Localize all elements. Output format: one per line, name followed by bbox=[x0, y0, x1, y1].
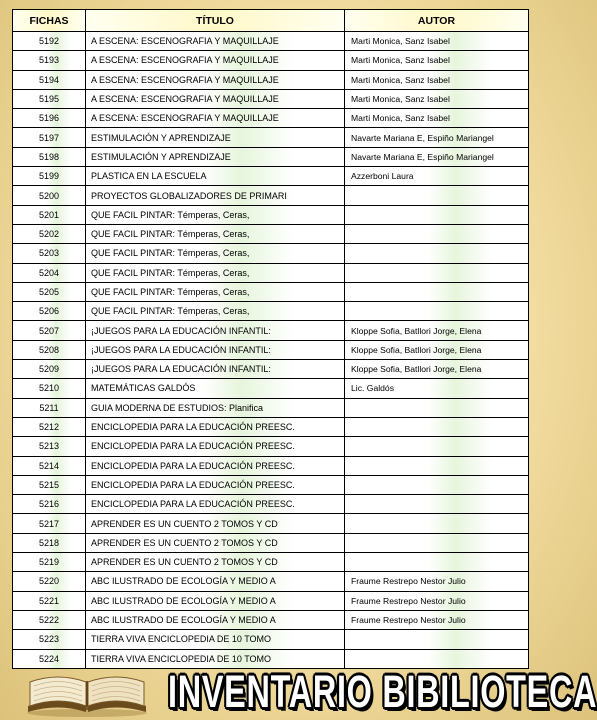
inventory-table bbox=[12, 9, 529, 669]
cell-autor bbox=[345, 456, 529, 475]
cell-ficha: 5218 bbox=[13, 533, 86, 552]
cell-ficha: 5211 bbox=[13, 398, 86, 417]
cell-ficha: 5193 bbox=[13, 51, 86, 70]
cell-titulo: QUE FACIL PINTAR: Témperas, Ceras, bbox=[86, 244, 345, 263]
cell-autor bbox=[345, 495, 529, 514]
cell-autor: Navarte Mariana E, Espiño Mariangel bbox=[345, 147, 529, 166]
cell-titulo: ¡JUEGOS PARA LA EDUCACIÓN INFANTIL: bbox=[86, 340, 345, 359]
table-row bbox=[13, 282, 529, 301]
cell-autor: Marti Monica, Sanz Isabel bbox=[345, 70, 529, 89]
cell-titulo: TIERRA VIVA ENCICLOPEDIA DE 10 TOMO bbox=[86, 630, 345, 649]
cell-ficha: 5221 bbox=[13, 591, 86, 610]
table-row bbox=[13, 128, 529, 147]
table-row bbox=[13, 224, 529, 243]
cell-autor: Fraume Restrepo Nestor Julio bbox=[345, 572, 529, 591]
cell-titulo: QUE FACIL PINTAR: Témperas, Ceras, bbox=[86, 263, 345, 282]
cell-ficha: 5205 bbox=[13, 282, 86, 301]
cell-titulo: ABC ILUSTRADO DE ECOLOGÍA Y MEDIO A bbox=[86, 610, 345, 629]
cell-titulo: ESTIMULACIÓN Y APRENDIZAJE bbox=[86, 147, 345, 166]
cell-ficha: 5217 bbox=[13, 514, 86, 533]
cell-ficha: 5219 bbox=[13, 553, 86, 572]
cell-titulo: ENCICLOPEDIA PARA LA EDUCACIÓN PREESC. bbox=[86, 475, 345, 494]
cell-autor: Lic. Galdós bbox=[345, 379, 529, 398]
table-row bbox=[13, 379, 529, 398]
cell-autor bbox=[345, 553, 529, 572]
table-row bbox=[13, 495, 529, 514]
cell-titulo: ENCICLOPEDIA PARA LA EDUCACIÓN PREESC. bbox=[86, 437, 345, 456]
cell-autor: Fraume Restrepo Nestor Julio bbox=[345, 610, 529, 629]
table-row bbox=[13, 417, 529, 436]
cell-titulo: ESTIMULACIÓN Y APRENDIZAJE bbox=[86, 128, 345, 147]
cell-titulo: ABC ILUSTRADO DE ECOLOGÍA Y MEDIO A bbox=[86, 591, 345, 610]
cell-titulo: TIERRA VIVA ENCICLOPEDIA DE 10 TOMO bbox=[86, 649, 345, 668]
table-row bbox=[13, 51, 529, 70]
table-row bbox=[13, 302, 529, 321]
cell-autor bbox=[345, 630, 529, 649]
table-row bbox=[13, 475, 529, 494]
cell-ficha: 5204 bbox=[13, 263, 86, 282]
cell-titulo: GUIA MODERNA DE ESTUDIOS: Planifica bbox=[86, 398, 345, 417]
table-row bbox=[13, 205, 529, 224]
cell-ficha: 5223 bbox=[13, 630, 86, 649]
cell-ficha: 5222 bbox=[13, 610, 86, 629]
cell-ficha: 5196 bbox=[13, 109, 86, 128]
cell-autor bbox=[345, 263, 529, 282]
table-row bbox=[13, 32, 529, 51]
cell-titulo: APRENDER ES UN CUENTO 2 TOMOS Y CD bbox=[86, 553, 345, 572]
cell-ficha: 5194 bbox=[13, 70, 86, 89]
table-row bbox=[13, 572, 529, 591]
table-row bbox=[13, 630, 529, 649]
table-row bbox=[13, 533, 529, 552]
cell-autor bbox=[345, 302, 529, 321]
cell-ficha: 5216 bbox=[13, 495, 86, 514]
cell-ficha: 5197 bbox=[13, 128, 86, 147]
table-row bbox=[13, 553, 529, 572]
cell-ficha: 5192 bbox=[13, 32, 86, 51]
cell-ficha: 5199 bbox=[13, 167, 86, 186]
cell-ficha: 5224 bbox=[13, 649, 86, 668]
cell-ficha: 5201 bbox=[13, 205, 86, 224]
cell-ficha: 5202 bbox=[13, 224, 86, 243]
cell-autor: Marti Monica, Sanz Isabel bbox=[345, 51, 529, 70]
cell-ficha: 5210 bbox=[13, 379, 86, 398]
table-body bbox=[13, 32, 529, 669]
cell-autor bbox=[345, 533, 529, 552]
cell-autor bbox=[345, 282, 529, 301]
cell-ficha: 5195 bbox=[13, 89, 86, 108]
cell-autor bbox=[345, 437, 529, 456]
cell-ficha: 5198 bbox=[13, 147, 86, 166]
cell-ficha: 5206 bbox=[13, 302, 86, 321]
cell-autor bbox=[345, 417, 529, 436]
cell-autor bbox=[345, 205, 529, 224]
table-row bbox=[13, 147, 529, 166]
cell-autor bbox=[345, 186, 529, 205]
cell-autor: Fraume Restrepo Nestor Julio bbox=[345, 591, 529, 610]
cell-autor: Kloppe Sofia, Batllori Jorge, Elena bbox=[345, 321, 529, 340]
footer-banner bbox=[18, 664, 597, 720]
cell-titulo: A ESCENA: ESCENOGRAFIA Y MAQUILLAJE bbox=[86, 89, 345, 108]
table-row bbox=[13, 591, 529, 610]
cell-titulo: PLASTICA EN LA ESCUELA bbox=[86, 167, 345, 186]
cell-titulo: QUE FACIL PINTAR: Témperas, Ceras, bbox=[86, 205, 345, 224]
cell-titulo: ¡JUEGOS PARA LA EDUCACIÓN INFANTIL: bbox=[86, 321, 345, 340]
cell-titulo: A ESCENA: ESCENOGRAFIA Y MAQUILLAJE bbox=[86, 32, 345, 51]
cell-titulo: ¡JUEGOS PARA LA EDUCACIÓN INFANTIL: bbox=[86, 360, 345, 379]
table-row bbox=[13, 437, 529, 456]
cell-titulo: PROYECTOS GLOBALIZADORES DE PRIMARI bbox=[86, 186, 345, 205]
table-row bbox=[13, 167, 529, 186]
table-row bbox=[13, 514, 529, 533]
table-row bbox=[13, 244, 529, 263]
cell-autor bbox=[345, 475, 529, 494]
cell-ficha: 5213 bbox=[13, 437, 86, 456]
table-row bbox=[13, 360, 529, 379]
cell-autor bbox=[345, 224, 529, 243]
cell-titulo: APRENDER ES UN CUENTO 2 TOMOS Y CD bbox=[86, 514, 345, 533]
cell-ficha: 5208 bbox=[13, 340, 86, 359]
cell-autor: Marti Monica, Sanz Isabel bbox=[345, 109, 529, 128]
cell-autor bbox=[345, 244, 529, 263]
table-row bbox=[13, 340, 529, 359]
cell-titulo: QUE FACIL PINTAR: Témperas, Ceras, bbox=[86, 302, 345, 321]
table-row bbox=[13, 263, 529, 282]
cell-autor: Kloppe Sofia, Batllori Jorge, Elena bbox=[345, 340, 529, 359]
cell-autor: Navarte Mariana E, Espiño Mariangel bbox=[345, 128, 529, 147]
cell-autor bbox=[345, 514, 529, 533]
cell-autor: Marti Monica, Sanz Isabel bbox=[345, 32, 529, 51]
header-fichas: FICHAS bbox=[13, 10, 86, 32]
table-row bbox=[13, 456, 529, 475]
table-header-row bbox=[13, 10, 529, 32]
header-autor: AUTOR bbox=[345, 10, 529, 32]
cell-ficha: 5214 bbox=[13, 456, 86, 475]
table-row bbox=[13, 109, 529, 128]
table-row bbox=[13, 186, 529, 205]
table-row bbox=[13, 321, 529, 340]
cell-titulo: A ESCENA: ESCENOGRAFIA Y MAQUILLAJE bbox=[86, 109, 345, 128]
cell-autor bbox=[345, 398, 529, 417]
cell-titulo: QUE FACIL PINTAR: Témperas, Ceras, bbox=[86, 224, 345, 243]
cell-titulo: QUE FACIL PINTAR: Témperas, Ceras, bbox=[86, 282, 345, 301]
header-titulo: TÍTULO bbox=[86, 10, 345, 32]
cell-titulo: ENCICLOPEDIA PARA LA EDUCACIÓN PREESC. bbox=[86, 456, 345, 475]
cell-autor: Marti Monica, Sanz Isabel bbox=[345, 89, 529, 108]
cell-ficha: 5215 bbox=[13, 475, 86, 494]
banner-title: INVENTARIO BIBILIOTECA bbox=[168, 666, 597, 717]
open-book-icon bbox=[22, 666, 152, 718]
cell-ficha: 5207 bbox=[13, 321, 86, 340]
table-row bbox=[13, 610, 529, 629]
cell-titulo: APRENDER ES UN CUENTO 2 TOMOS Y CD bbox=[86, 533, 345, 552]
cell-ficha: 5209 bbox=[13, 360, 86, 379]
cell-titulo: A ESCENA: ESCENOGRAFIA Y MAQUILLAJE bbox=[86, 51, 345, 70]
cell-titulo: ENCICLOPEDIA PARA LA EDUCACIÓN PREESC. bbox=[86, 417, 345, 436]
table-row bbox=[13, 89, 529, 108]
cell-autor: Azzerboni Laura bbox=[345, 167, 529, 186]
cell-ficha: 5200 bbox=[13, 186, 86, 205]
cell-autor: Kloppe Sofia, Batllori Jorge, Elena bbox=[345, 360, 529, 379]
cell-ficha: 5220 bbox=[13, 572, 86, 591]
cell-titulo: A ESCENA: ESCENOGRAFIA Y MAQUILLAJE bbox=[86, 70, 345, 89]
cell-ficha: 5203 bbox=[13, 244, 86, 263]
table-row bbox=[13, 398, 529, 417]
cell-titulo: ENCICLOPEDIA PARA LA EDUCACIÓN PREESC. bbox=[86, 495, 345, 514]
cell-ficha: 5212 bbox=[13, 417, 86, 436]
cell-titulo: MATEMÁTICAS GALDÓS bbox=[86, 379, 345, 398]
table-row bbox=[13, 70, 529, 89]
cell-titulo: ABC ILUSTRADO DE ECOLOGÍA Y MEDIO A bbox=[86, 572, 345, 591]
